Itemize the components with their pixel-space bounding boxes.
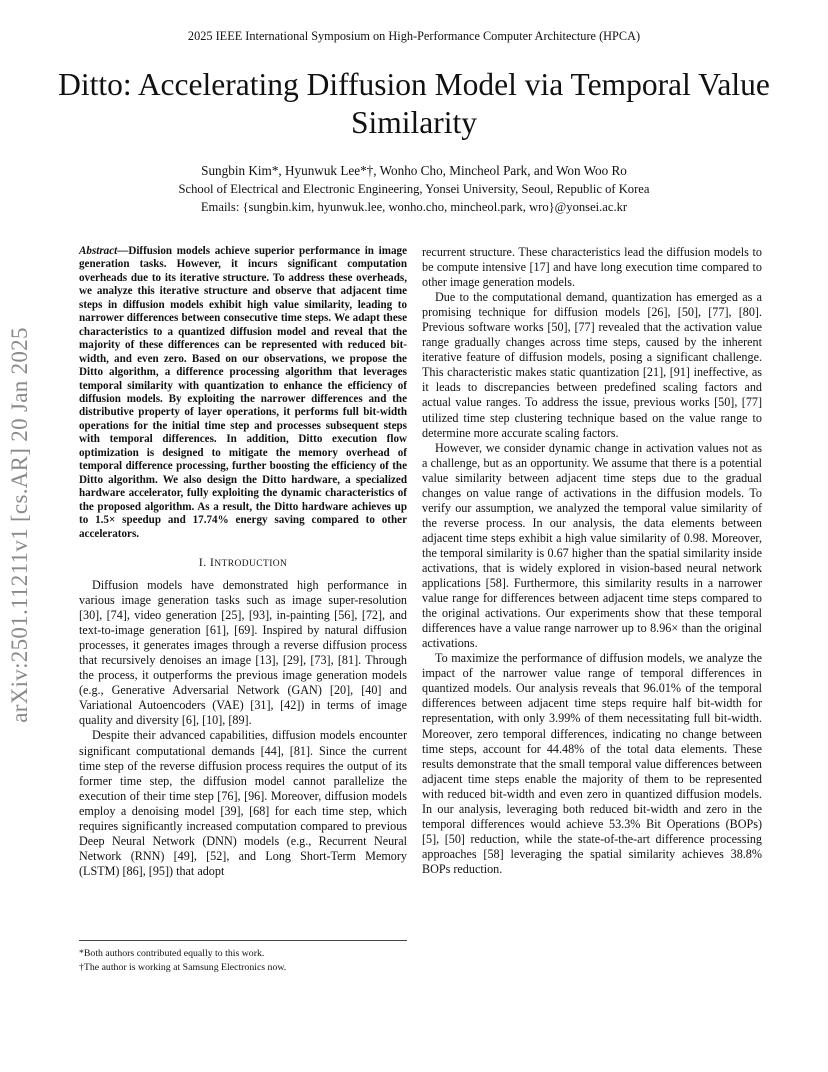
abstract — [79, 245, 407, 541]
author-emails: Emails: {sungbin.kim, hyunwuk.lee, wonho.cho, mincheol.park, wro}@yonsei.ac.kr — [200, 200, 628, 214]
author-list: Sungbin Kim*, Hyunwuk Lee*†, Wonho Cho, Mincheol Park, and Won Woo Ro — [201, 163, 627, 178]
left-column — [79, 245, 407, 879]
footnote-samsung: †The author is working at Samsung Electronics now. — [79, 961, 287, 973]
abstract-text: —Diffusion models achieve superior performance in image generation tasks. However, it incurs significant computation overheads due to its iterative structure. To address these overheads, we analyze this iterative structure and observe that adjacent time steps in diffusion models exhibit high value similarity, leading to narrower differences between consecutive time steps. We adapt these characteristics to a quantized diffusion model and reveal that the majority of these differences can be represented with reduced bit-width, and even zero. Based on our observations, we propose the Ditto algorithm, a difference processing algorithm that leverages temporal similarity with quantization to enhance the efficiency of diffusion models. By exploiting the narrower differences and the distributive property of layer operations, it performs full bit-width operations for the initial time step and processes subsequent steps with temporal differences. In addition, Ditto execution flow optimization is designed to mitigate the memory overhead of temporal difference processing, further boosting the efficiency of the Ditto algorithm. We also design the Ditto hardware, a specialized hardware accelerator, fully exploiting the dynamic characteristics of the proposed algorithm. As a result, the Ditto hardware achieves up to 1.5× speedup and 17.74% energy saving compared to other accelerators. — [79, 245, 407, 540]
body-paragraph: To maximize the performance of diffusion models, we analyze the impact of the narrower value range of temporal differences in quantized models. Our analysis reveals that 96.01% of the temporal differences between adjacent time steps require half bit-width for representation, with only 3.99% of them necessitating full bit-width. Moreover, zero temporal differences, indicating no change between time steps, account for 44.48% of the total data elements. These results demonstrate that the small temporal value differences between adjacent time steps enable the majority of them to be represented with reduced bit-width and even zero in quantized diffusion models. In our analysis, leveraging both reduced bit-width and zero in the temporal differences would achieve 53.3% Bit Operations (BOPs) [5], [50] reduction, while the state-of-the-art difference processing approaches [58] leveraging the spatial similarity achieves 38.8% BOPs reduction. — [422, 651, 762, 876]
section-numeral: I. — [198, 554, 210, 569]
affiliation: School of Electrical and Electronic Engineering, Yonsei University, Seoul, Republic of Korea — [178, 182, 650, 196]
right-column — [422, 245, 762, 877]
footnotes — [79, 940, 407, 974]
conference-header: 2025 IEEE International Symposium on High-Performance Computer Architecture (HPCA) — [187, 29, 641, 43]
arxiv-identifier: arXiv:2501.11211v1 [cs.AR] 20 Jan 2025 — [7, 327, 32, 723]
abstract-label: Abstract — [79, 245, 118, 257]
paper-title: Ditto: Accelerating Diffusion Model via Temporal Value Similarity — [58, 67, 770, 140]
body-paragraph: Due to the computational demand, quantization has emerged as a promising technique for diffusion models [26], [50], [77], [80]. Previous software works [50], [77] revealed that the activation value range gradually changes across time steps, caused by the inherent iterative feature of diffusion models, posing a significant challenge. This characteristic makes static quantization [21], [91] ineffective, as it leads to discrepancies between predefined scaling factors and actual value ranges. To address the issue, previous works [50], [77] utilized time step clustering technique based on the value range to determine more accurate scaling factors. — [422, 290, 762, 440]
arxiv-sidebar — [0, 290, 40, 760]
section-heading-introduction — [79, 555, 407, 572]
body-paragraph: Diffusion models have demonstrated high performance in various image generation tasks such as image super-resolution [30], [74], video generation [25], [93], in-painting [56], [72], and text-to-image generation [61], [69]. Inspired by natural diffusion processes, it generates images through a reverse diffusion process that recursively denoises an image [13], [29], [73], [81]. Through the process, it outperforms the previous image generation models (e.g., Generative Adversarial Network (GAN) [20], [40] and Variational Autoencoders (VAE) [31], [42]) in terms of image quality and diversity [6], [10], [89]. — [79, 578, 407, 728]
section-rest: NTRODUCTION — [214, 558, 288, 569]
section-first-letter: I — [209, 554, 215, 569]
body-paragraph: recurrent structure. These characteristics lead the diffusion models to be compute intensive [17] and have long execution time compared to other image generation models. — [422, 245, 762, 290]
body-paragraph: Despite their advanced capabilities, diffusion models encounter significant computational demands [44], [81]. Since the current time step of the reverse diffusion process requires the output of its former time step, the diffusion model cannot parallelize the execution of their time step [76], [96]. Moreover, diffusion models employ a denoising model [39], [68] for each time step, which requires significantly increased computation compared to previous Deep Neural Network (DNN) models (e.g., Recurrent Neural Network (RNN) [49], [52], and Long Short-Term Memory (LSTM) [86], [95]) that adopt — [79, 728, 407, 878]
body-paragraph: However, we consider dynamic change in activation values not as a challenge, but as an opportunity. We assume that there is a potential value similarity between adjacent time steps due to the gradual changes on value range of activations in the diffusion models. To verify our assumption, we analyzed the temporal value similarity of the reverse process. In our analysis, the data elements between adjacent time steps exhibit a high value similarity of 0.98. Moreover, the temporal similarity is 0.67 higher than the spatial similarity inside activations, that is widely explored in vision-based neural network applications [58]. Furthermore, this similarity results in a narrower value range for differences between adjacent time steps compared to the original activations. Our experiments show that these temporal differences have a value range narrower up to 8.96× than the original activations. — [422, 440, 762, 651]
footnote-equal-contribution: *Both authors contributed equally to this work. — [79, 948, 265, 959]
